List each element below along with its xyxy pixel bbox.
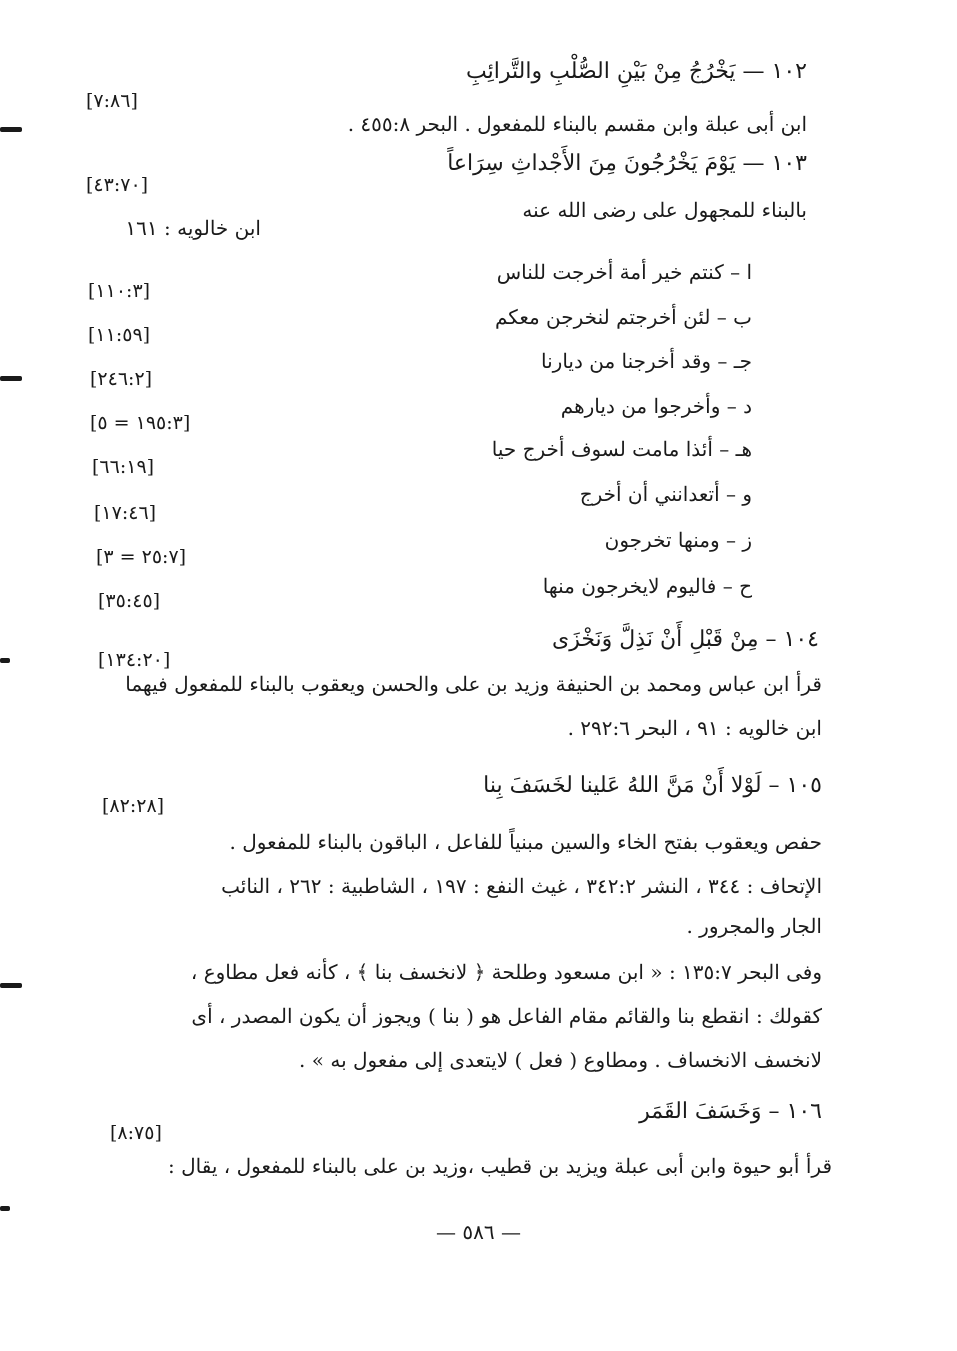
entry-102-text: ابن أبى عبلة وابن مقسم بالبناء للمفعول . البحر ٤٥٥:٨ . <box>347 112 807 136</box>
list-item-ref: [٢٥:٧ = ٣] <box>96 546 187 568</box>
entry-103-heading: ١٠٣ — يَوْمَ يَخْرُجُونَ مِنَ الأَجْداثِ سِرَاعاً <box>447 151 807 176</box>
entry-104-heading: ١٠٤ – مِنْ قَبْلِ أَنْ نَذِلَّ وَنَخْزَى <box>552 627 819 652</box>
entry-106-ref: [٨:٧٥] <box>110 1122 162 1144</box>
entry-104-ref: [١٣٤:٢٠] <box>98 649 171 671</box>
margin-mark <box>0 1206 10 1211</box>
list-item-ref: [٣٥:٤٥] <box>98 590 161 612</box>
entry-105-quote: وفى البحر ١٣٥:٧ : « ابن مسعود وطلحة ﴿ لانخسف بنا ﴾ ، كأنه فعل مطاوع ، <box>190 960 822 984</box>
page-number: — ٥٨٦ — <box>436 1220 521 1244</box>
margin-mark <box>0 658 10 663</box>
list-item-ref: [١٩٥:٣ = ٥] <box>90 412 191 434</box>
entry-105-text: الجار والمجرور . <box>686 914 822 938</box>
list-item: ز – ومنها تخرجون <box>604 528 752 552</box>
entry-105-ref: [٨٢:٢٨] <box>102 795 165 817</box>
entry-105-quote: لانخسف الانخساف . ومطاوع ( فعل ) لايتعدى إلى مفعول به » . <box>299 1048 822 1072</box>
list-item-ref: [١٧:٤٦] <box>94 502 157 524</box>
entry-102-ref: [٧:٨٦] <box>86 90 138 112</box>
list-item: ب – لئن أخرجتم لنخرجن معكم <box>494 305 752 329</box>
list-item: جـ – وقد أخرجنا من ديارنا <box>541 349 752 373</box>
entry-103-ref: [٤٣:٧٠] <box>86 174 149 196</box>
entry-103-text: بالبناء للمجهول على رضى الله عنه <box>522 198 807 222</box>
list-item: ا – كنتم خير أمة أخرجت للناس <box>496 260 752 284</box>
entry-106-text: قرأ أبو حيوة وابن أبى عبلة ويزيد بن قطيب ،وزيد بن على بالبناء للمفعول ، يقال : <box>168 1154 832 1178</box>
entry-104-text: ابن خالويه : ٩١ ، البحر ٢٩٢:٦ . <box>567 716 822 740</box>
list-item-ref: [٢٤٦:٢] <box>90 368 153 390</box>
list-item-ref: [١١:٥٩] <box>88 324 151 346</box>
list-item: د – وأخرجوا من ديارهم <box>560 394 752 418</box>
entry-105-text: حفص ويعقوب بفتح الخاء والسين مبنياً للفاعل ، الباقون بالبناء للمفعول . <box>229 830 822 854</box>
entry-105-heading: ١٠٥ – لَوْلا أَنْ مَنَّ اللهُ عَلينا لخَسَفَ بِنا <box>483 773 822 798</box>
entry-104-text: قرأ ابن عباس ومحمد بن الحنيفة وزيد بن على والحسن ويعقوب بالبناء للمفعول فيهما <box>125 672 822 696</box>
list-item-ref: [١١٠:٣] <box>88 280 151 302</box>
entry-105-text: الإتحاف : ٣٤٤ ، النشر ٣٤٢:٢ ، غيث النفع : ١٩٧ ، الشاطبية : ٢٦٢ ، النائب <box>221 874 822 898</box>
list-item: و – أتعدانني أن أخرج <box>579 482 752 506</box>
list-item: ح – فاليوم لايخرجون منها <box>542 574 752 598</box>
margin-mark <box>0 127 22 132</box>
margin-mark <box>0 983 22 988</box>
entry-102-heading: ١٠٢ — يَخْرُجُ مِنْ بَيْنِ الصُّلْبِ والتَّرائِبِ <box>466 59 807 84</box>
entry-105-quote: كقولك : انقطع بنا والقائم مقام الفاعل هو ( بنا ) ويجوز أن يكون المصدر ، أى <box>191 1004 822 1028</box>
list-item: هـ – أئذا مامت لسوف أخرج حيا <box>491 437 752 461</box>
list-item-ref: [٦٦:١٩] <box>92 456 155 478</box>
entry-103-side-note: ابن خالويه : ١٦١ <box>125 216 261 240</box>
entry-106-heading: ١٠٦ – وَخَسَفَ القَمَر <box>639 1099 822 1124</box>
margin-mark <box>0 376 22 381</box>
